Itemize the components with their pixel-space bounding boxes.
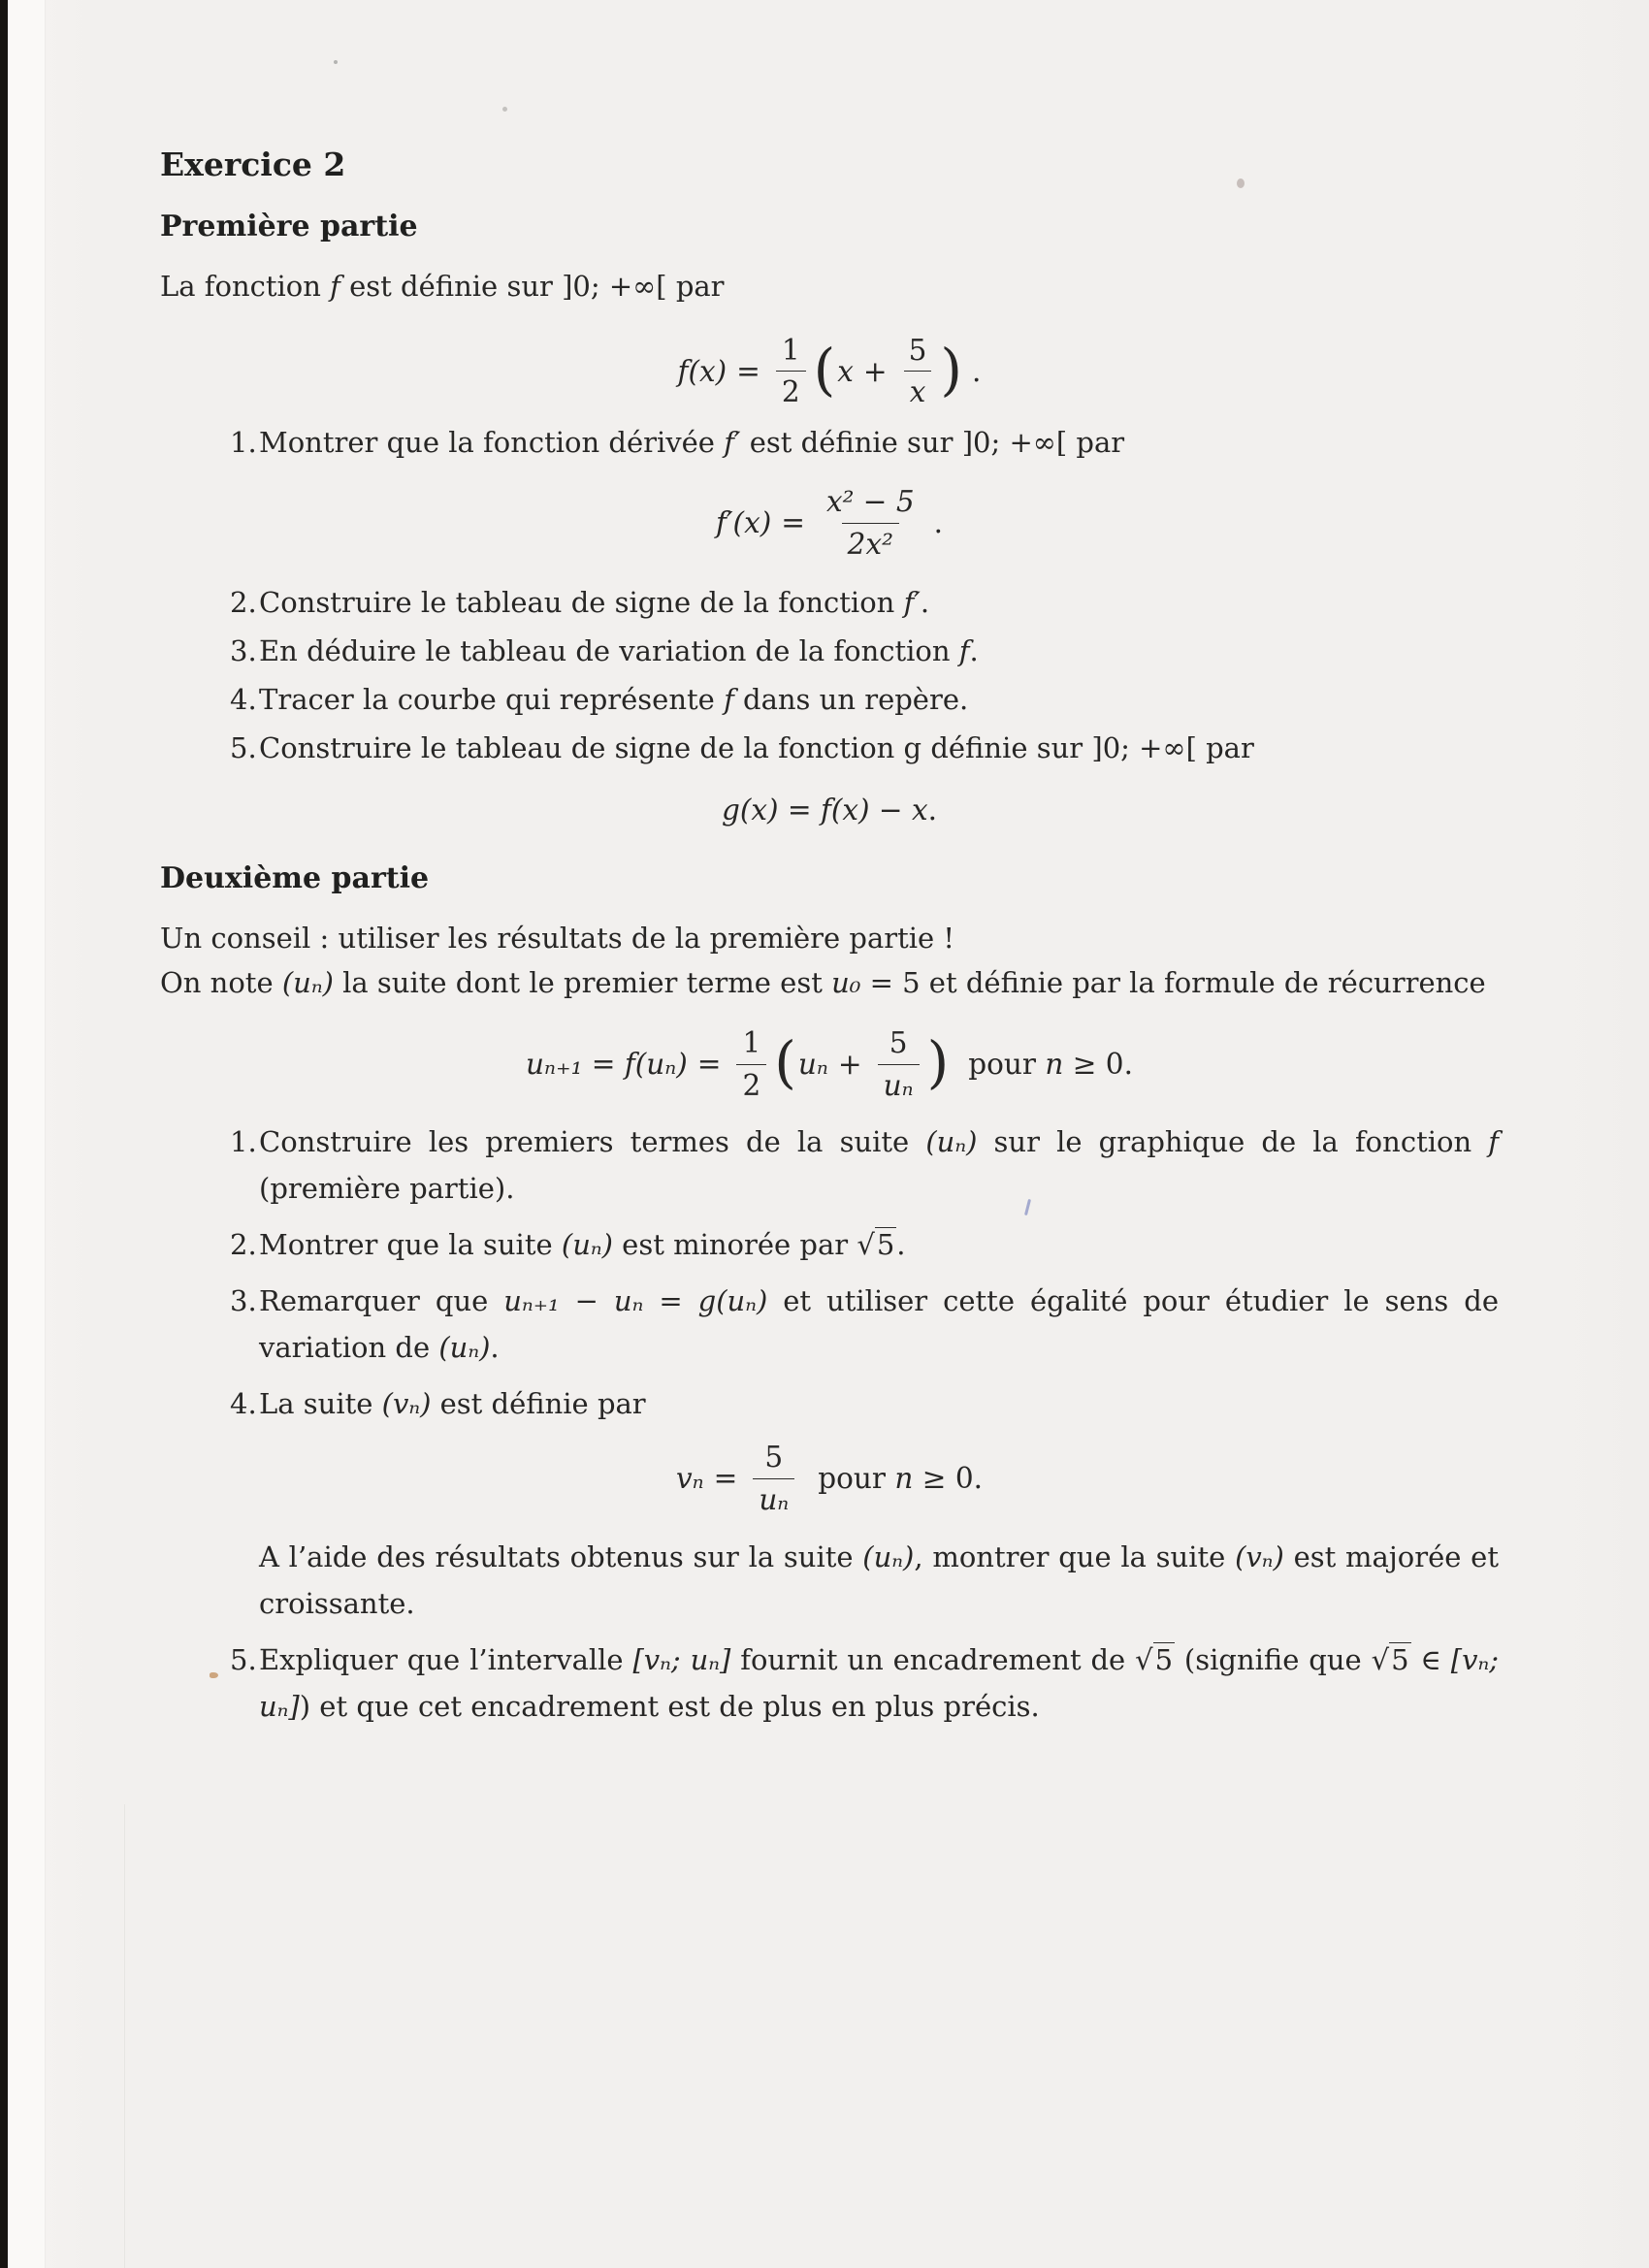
text-run: fournit un encadrement de <box>730 1643 1136 1677</box>
open-paren: ( <box>813 336 836 403</box>
fraction-numerator: 5 <box>889 1025 908 1059</box>
list-item-text <box>259 579 1499 626</box>
text-run: Tracer la courbe qui représente <box>259 683 725 717</box>
text-run: la suite dont le premier terme est <box>333 965 832 999</box>
text-run: sur le graphique de la fonction <box>977 1124 1489 1158</box>
fraction-denominator: x <box>904 371 932 411</box>
list-item <box>230 579 1499 626</box>
text-run: , montrer que la suite <box>914 1540 1236 1574</box>
text-run: Expliquer que l’intervalle <box>259 1643 633 1677</box>
math-run: (uₙ) <box>561 1227 613 1261</box>
math-run: g(x) = f(x) − x <box>721 794 928 827</box>
text-run: La fonction <box>160 269 331 303</box>
list-number: 4. <box>230 683 257 717</box>
document-content <box>160 0 1499 1739</box>
list-item-text <box>259 1278 1499 1371</box>
math-run: uₙ₊₁ − uₙ = g(uₙ) <box>503 1283 768 1317</box>
text-run: pour <box>968 1047 1046 1081</box>
list-number: 5. <box>230 1643 257 1677</box>
fraction <box>736 1024 766 1105</box>
list-item-text <box>259 725 1499 771</box>
math-run: u₀ <box>831 965 861 999</box>
list-number: 1. <box>230 1124 257 1158</box>
intro-paragraph <box>160 264 1499 308</box>
part1-list <box>230 419 1499 466</box>
radical-sign: √ <box>1371 1643 1390 1677</box>
text-run: est définie sur ]0; +∞[ par <box>740 426 1125 460</box>
list-number: 2. <box>230 1227 257 1261</box>
equals-sign: = <box>713 1461 738 1495</box>
math-run: n <box>1045 1047 1064 1081</box>
fraction <box>821 483 921 564</box>
part2-list-continued <box>230 1636 1499 1730</box>
list-item <box>230 1221 1499 1268</box>
text-run: = 5 et définie par la formule de récurrence <box>860 965 1486 999</box>
math-run: f <box>958 634 970 668</box>
list-number: 5. <box>230 731 257 765</box>
fraction-numerator: 5 <box>908 333 927 367</box>
equals-sign: = <box>781 506 805 540</box>
display-formula-recurrence <box>160 1024 1499 1105</box>
list-number: 4. <box>230 1386 257 1420</box>
list-item <box>230 1380 1499 1427</box>
radicand: 5 <box>1154 1643 1174 1677</box>
advice-paragraph: Un conseil : utiliser les résultats de la première partie ! <box>160 921 955 955</box>
fraction-numerator: 1 <box>742 1025 761 1059</box>
math-run: (uₙ) <box>438 1330 491 1364</box>
math-run: vₙ <box>675 1461 704 1495</box>
square-root <box>857 1227 896 1261</box>
period: . <box>927 794 938 827</box>
text-run: est définie par <box>431 1386 646 1420</box>
text-run: Montrer que la fonction dérivée <box>259 426 725 460</box>
list-number: 3. <box>230 634 257 668</box>
condition-text <box>968 1047 1133 1083</box>
fraction-denominator: uₙ <box>878 1064 920 1105</box>
radicand: 5 <box>876 1227 895 1261</box>
list-item-text <box>259 628 1499 674</box>
fraction-numerator: x² − 5 <box>825 485 915 519</box>
math-run: f′ <box>724 426 741 460</box>
page-title: Exercice 2 <box>160 146 346 183</box>
section-heading-part1: Première partie <box>160 209 418 243</box>
paper-edge <box>8 0 46 2268</box>
part2-list <box>230 1118 1499 1427</box>
math-run: uₙ <box>797 1047 828 1081</box>
fraction-denominator: 2 <box>736 1064 766 1105</box>
list-number: 3. <box>230 1283 257 1317</box>
math-run: uₙ₊₁ = f(uₙ) <box>526 1047 688 1081</box>
list-item <box>230 725 1499 771</box>
text-run: dans un repère. <box>733 683 969 717</box>
plus-sign: + <box>862 354 888 388</box>
list-number: 2. <box>230 586 257 620</box>
text-run: ∈ <box>1410 1643 1451 1677</box>
list-number: 1. <box>230 426 257 460</box>
equals-sign: = <box>696 1047 722 1081</box>
text-run: Construire les premiers termes de la suite <box>259 1124 926 1158</box>
list-item-text <box>259 1118 1499 1212</box>
list-item-text <box>259 1636 1499 1730</box>
fraction <box>878 1024 920 1105</box>
text-run: est minorée par <box>612 1227 857 1261</box>
period: . <box>933 506 944 540</box>
math-run: (uₙ) <box>862 1540 915 1574</box>
close-paren: ) <box>926 1029 950 1096</box>
fraction-numerator: 1 <box>781 333 800 367</box>
period: . <box>972 354 982 388</box>
text-run: . <box>490 1330 500 1364</box>
fraction-denominator: 2x² <box>842 523 899 564</box>
list-item-text <box>259 419 1499 466</box>
text-run: . <box>896 1227 906 1261</box>
list-item <box>230 676 1499 723</box>
math-run: [vₙ; uₙ] <box>632 1643 731 1677</box>
list-item <box>230 628 1499 674</box>
text-run: ≥ 0. <box>913 1461 984 1495</box>
text-run: est majorée et croissante. <box>259 1540 1499 1621</box>
note-paragraph <box>160 960 1499 1005</box>
math-run: (uₙ) <box>281 965 334 999</box>
text-run: (première partie). <box>259 1171 515 1205</box>
text-run: . <box>969 634 979 668</box>
text-run: Montrer que la suite <box>259 1227 562 1261</box>
radical-sign: √ <box>1135 1643 1153 1677</box>
text-run: Remarquer que <box>259 1283 504 1317</box>
radicand: 5 <box>1391 1643 1409 1677</box>
math-run: (uₙ) <box>925 1124 978 1158</box>
radical-sign: √ <box>857 1227 875 1261</box>
math-run: f′ <box>903 586 921 620</box>
math-run: (vₙ) <box>381 1386 432 1420</box>
equals-sign: = <box>736 354 760 388</box>
fraction-denominator: uₙ <box>753 1478 794 1519</box>
math-run: (vₙ) <box>1235 1540 1284 1574</box>
text-run: ) et que cet encadrement est de plus en plus précis. <box>299 1690 1040 1724</box>
math-run: n <box>894 1461 914 1495</box>
list-item <box>230 419 1499 466</box>
text-run: et utiliser cette égalité pour étudier le sens de variation de <box>259 1283 1499 1364</box>
display-formula-f-prime <box>160 483 1499 564</box>
text-run: pour <box>818 1461 895 1495</box>
fraction-denominator: 2 <box>776 371 806 411</box>
text-run: A l’aide des résultats obtenus sur la suite <box>259 1540 863 1574</box>
paper-fold-line <box>124 1804 125 2268</box>
open-paren: ( <box>774 1029 796 1096</box>
math-run: f <box>330 269 340 303</box>
list-item <box>230 1118 1499 1212</box>
list-item <box>230 1278 1499 1371</box>
display-formula-f <box>160 332 1499 412</box>
math-run: f′(x) <box>715 506 772 540</box>
text-run: En déduire le tableau de variation de la fonction <box>259 634 959 668</box>
square-root <box>1135 1642 1175 1676</box>
math-run: f <box>724 683 734 717</box>
text-run: est définie sur ]0; +∞[ par <box>340 269 725 303</box>
list-item <box>230 1636 1499 1730</box>
text-run: La suite <box>259 1386 382 1420</box>
list-item-text <box>259 676 1499 723</box>
list-item-text <box>259 1380 1499 1427</box>
fraction-numerator: 5 <box>764 1440 784 1474</box>
section-heading-part2: Deuxième partie <box>160 860 430 895</box>
scan-edge-shadow <box>0 0 8 2268</box>
fraction <box>903 332 933 412</box>
fraction <box>753 1439 794 1519</box>
math-run: f(x) <box>677 354 728 388</box>
math-run: x <box>837 354 854 388</box>
plus-sign: + <box>837 1047 862 1081</box>
text-run: (signifie que <box>1175 1643 1372 1677</box>
text-run: ≥ 0. <box>1063 1047 1133 1081</box>
math-run: f <box>1488 1124 1499 1158</box>
part1-list-continued <box>230 579 1499 771</box>
fraction <box>776 332 806 412</box>
math-run: [vₙ; uₙ] <box>259 1643 1499 1724</box>
text-run: Construire le tableau de signe de la fonction g définie sur ]0; +∞[ par <box>259 731 1254 765</box>
text-run: On note <box>160 965 282 999</box>
display-formula-v <box>160 1439 1499 1519</box>
list-item-text <box>259 1221 1499 1268</box>
close-paren: ) <box>940 336 963 403</box>
square-root <box>1372 1642 1411 1676</box>
text-run: . <box>920 586 930 620</box>
condition-text <box>818 1461 983 1497</box>
text-run: Construire le tableau de signe de la fonction <box>259 586 904 620</box>
display-formula-g <box>160 793 1499 828</box>
item4-continuation <box>259 1534 1499 1627</box>
